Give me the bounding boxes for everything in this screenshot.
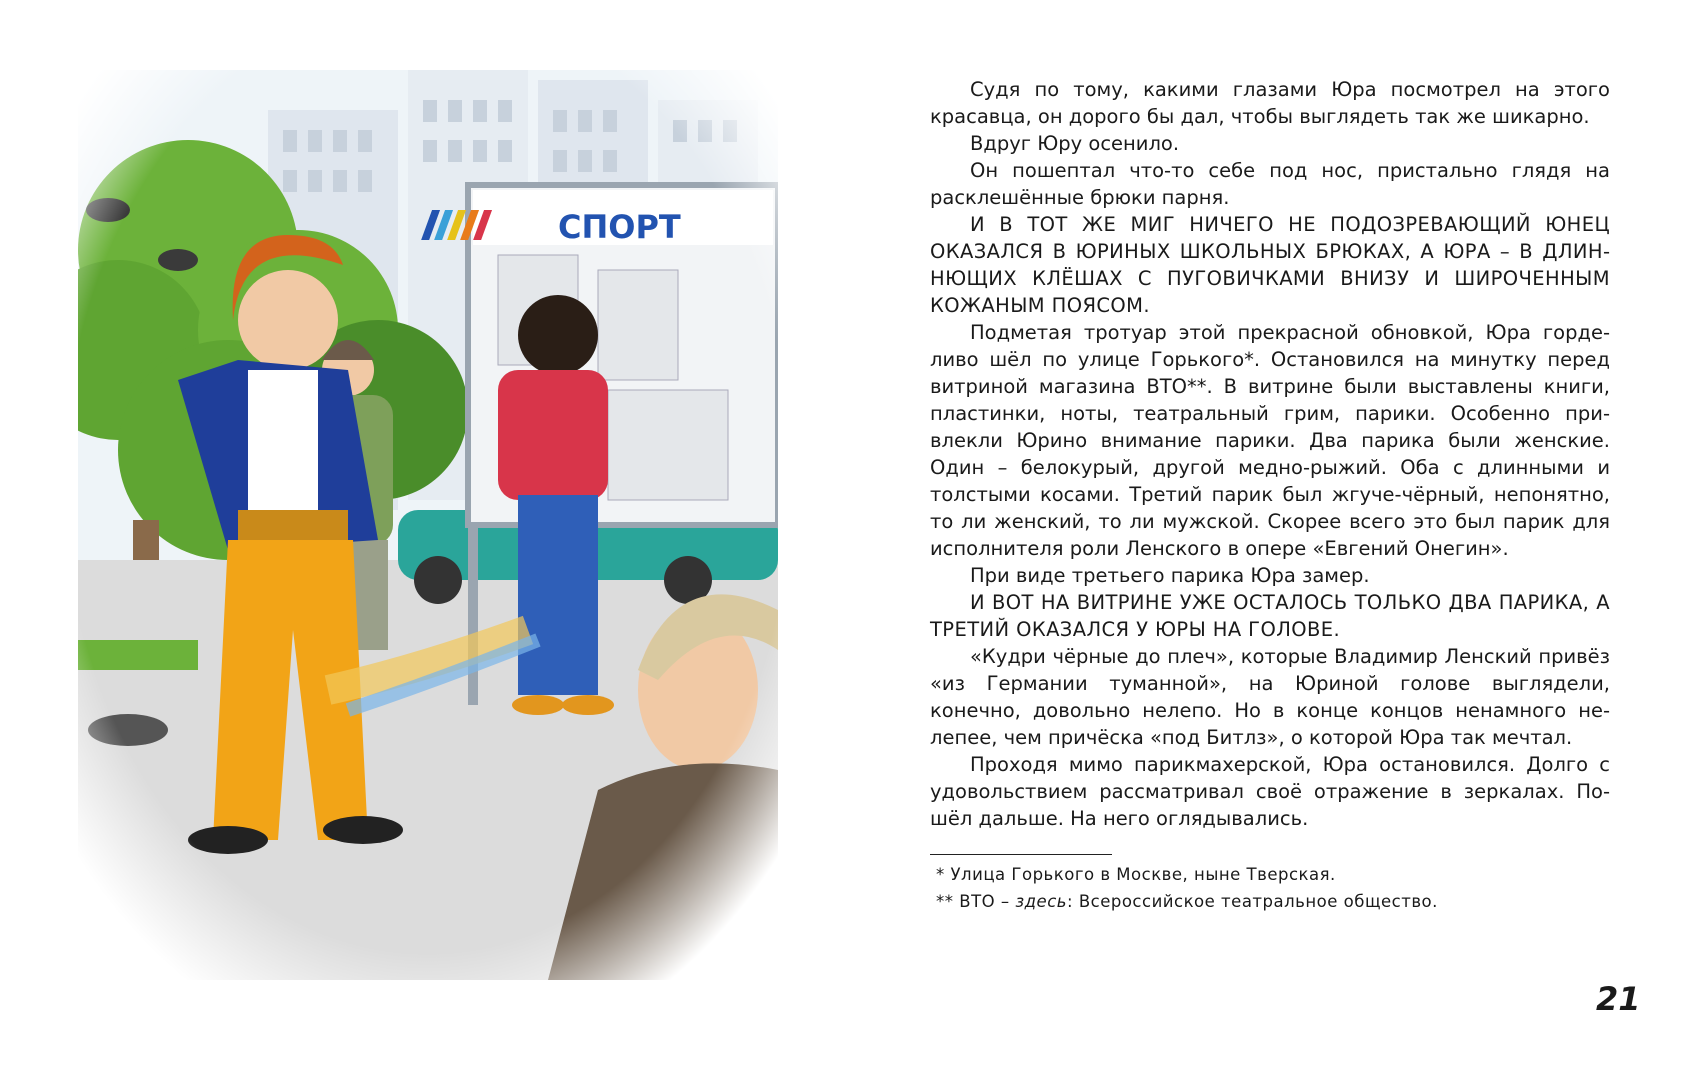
page-number: 21: [1596, 980, 1641, 1018]
paragraph: Проходя мимо парикмахерской, Юра остановился. Долго с удовольствием рассматривал своё отражение в зеркалах. Пошёл дальше. На него оглядывались.: [930, 753, 1610, 830]
paragraph: Он пошептал что-то себе под нос, пристально глядя на расклешённые брюки парня.: [930, 159, 1610, 209]
footnote-divider: [930, 854, 1112, 855]
footnote-2: [930, 888, 1610, 915]
footnote-2-suffix: : Всероссийское театральное общество.: [1067, 892, 1438, 911]
paragraph: Судя по тому, какими глазами Юра посмотрел на этого красавца, он дорого бы дал, чтобы выглядеть так же шикарно.: [930, 78, 1610, 128]
paragraph-caps: И ВОТ НА ВИТРИНЕ УЖЕ ОСТАЛОСЬ ТОЛЬКО ДВА ПАРИКА, А ТРЕТИЙ ОКАЗАЛСЯ У ЮРЫ НА ГОЛОВЕ.: [930, 591, 1610, 641]
footnote-2-prefix: ** ВТО –: [936, 892, 1016, 911]
illustration: [78, 70, 778, 980]
paragraph: При виде третьего парика Юра замер.: [970, 564, 1370, 587]
paragraph: Вдруг Юру осенило.: [970, 132, 1180, 155]
text-column: [930, 76, 1610, 915]
paragraph: «Кудри чёрные до плеч», которые Владимир Ленский привёз «из Германии туманной», на Юриной голове выглядели, конечно, довольно нелепо. Но в конце концов ненамного нелепее, чем причёска «под Битлз», о которой Юра так мечтал.: [930, 645, 1610, 749]
footnote-1: * Улица Горького в Москве, ныне Тверская.: [936, 865, 1336, 884]
paragraph: Подметая тротуар этой прекрасной обновкой, Юра горделиво шёл по улице Горького*. Остановился на минутку перед витриной магазина ВТО**. В витрине были выставлены книги, пластинки, ноты, театральный грим, парики. Особенно привлекли Юрино внимание парики. Два парика были женские. Один – белокурый, другой медно-рыжий. Оба с длинными и толстыми косами. Третий парик был жгуче-чёрный, непонятно, то ли женский, то ли мужской. Скорее всего это был парик для исполнителя роли Ленского в опере «Евгений Онегин».: [930, 321, 1610, 560]
street-scene-illustration: [78, 70, 778, 980]
footnote-2-italic: здесь: [1015, 892, 1068, 911]
paragraph-caps: И В ТОТ ЖЕ МИГ НИЧЕГО НЕ ПОДОЗРЕВАЮЩИЙ ЮНЕЦ ОКАЗАЛСЯ В ЮРИНЫХ ШКОЛЬНЫХ БРЮКАХ, А ЮРА – В ДЛИННЮЩИХ КЛЁШАХ С ПУГОВИЧКАМИ ВНИЗУ И ШИРОЧЕННЫМ КОЖАНЫМ ПОЯСОМ.: [930, 213, 1610, 317]
